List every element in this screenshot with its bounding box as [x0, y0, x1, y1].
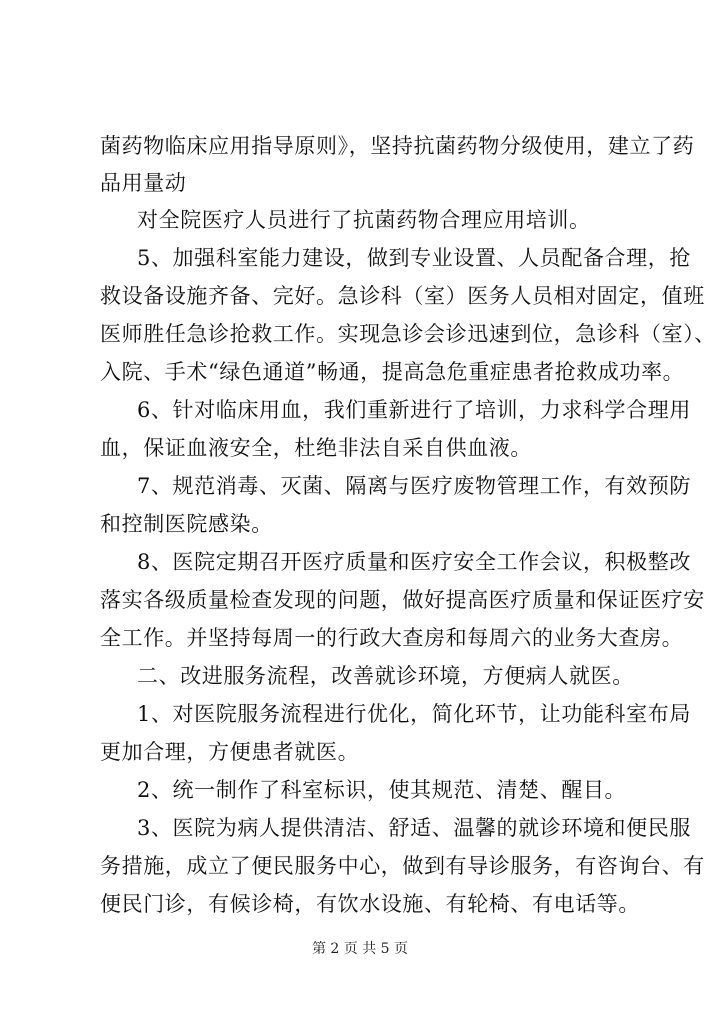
text-line: 品用量动 [100, 171, 187, 195]
text-line: 5、加强科室能力建设，做到专业设置、人员配备合理，抢 [137, 246, 691, 270]
section-heading: 二、改进服务流程，改善就诊环境，方便病人就医。 [137, 664, 634, 688]
text-line: 和控制医院感染。 [100, 512, 273, 536]
text-line: 6、针对临床用血，我们重新进行了培训，力求科学合理用 [137, 398, 691, 422]
text-line: 便民门诊，有候诊椅，有饮水设施、有轮椅、有电话等。 [100, 892, 640, 916]
text-line: 血，保证血液安全，杜绝非法自采自供血液。 [100, 436, 532, 460]
text-line: 更加合理，方便患者就医。 [100, 740, 360, 764]
text-line: 2、统一制作了科室标识，使其规范、清楚、醒目。 [137, 778, 627, 802]
text-line: 菌药物临床应用指导原则》，坚持抗菌药物分级使用，建立了药 [100, 134, 695, 158]
text-line: 全工作。并坚持每周一的行政大查房和每周六的业务大查房。 [100, 626, 684, 650]
text-line: 7、规范消毒、灭菌、隔离与医疗废物管理工作，有效预防 [137, 474, 691, 498]
text-line: 3、医院为病人提供清洁、舒适、温馨的就诊环境和便民服 [137, 816, 691, 840]
page-number-footer: 第 2 页 共 5 页 [311, 941, 409, 957]
text-line: 医师胜任急诊抢救工作。实现急诊会诊迅速到位，急诊科（室）、 [100, 322, 716, 346]
text-line: 1、对医院服务流程进行优化，简化环节，让功能科室布局 [137, 702, 691, 726]
text-line: 救设备设施齐备、完好。急诊科（室）医务人员相对固定，值班 [100, 284, 705, 308]
text-line: 对全院医疗人员进行了抗菌药物合理应用培训。 [137, 208, 591, 232]
text-line: 8、医院定期召开医疗质量和医疗安全工作会议，积极整改 [137, 550, 691, 574]
text-line: 入院、手术“绿色通道”畅通，提高急危重症患者抢救成功率。 [100, 360, 685, 384]
text-line: 务措施，成立了便民服务中心，做到有导诊服务，有咨询台、有 [100, 854, 705, 878]
text-line: 落实各级质量检查发现的问题，做好提高医疗质量和保证医疗安 [100, 588, 705, 612]
